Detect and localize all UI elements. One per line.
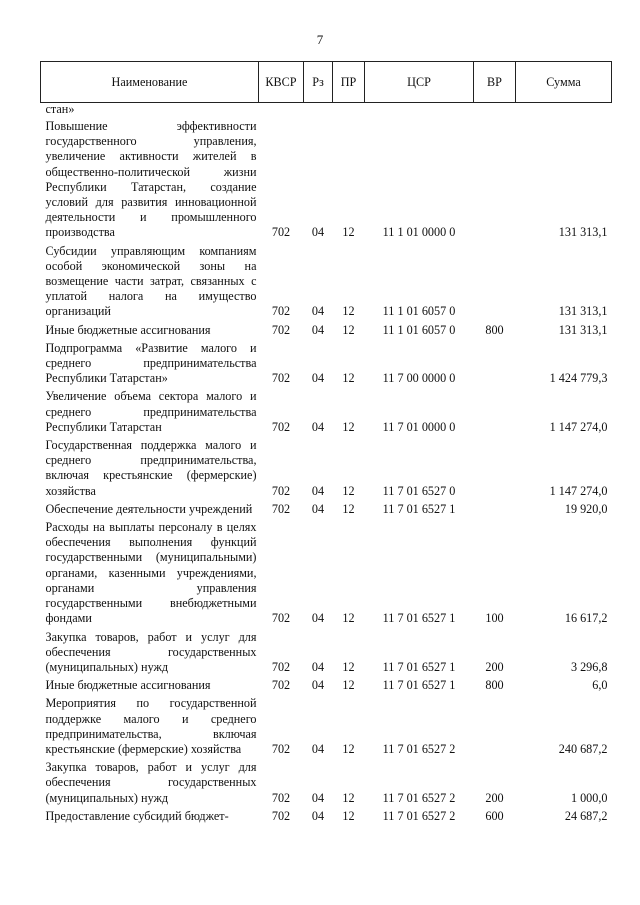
cell-rz: 04 <box>311 790 325 805</box>
cell-kvsr <box>259 103 304 117</box>
cell-name: стан» <box>45 102 75 116</box>
cell-pr: 12 <box>342 304 355 319</box>
cell-pr: 12 <box>342 322 355 337</box>
cell-csr: 11 7 01 6527 2 <box>382 790 456 805</box>
cell-kvsr: 702 <box>271 322 291 337</box>
cell-name: Государственная поддержка малого и среднего предпринимательства, включая крестьянские (фермерские) хозяйства <box>45 438 257 498</box>
table-body <box>41 103 612 824</box>
cell-sum: 1 147 274,0 <box>549 483 608 498</box>
header-kvsr: КВСР <box>259 62 304 103</box>
cell-csr: 11 7 01 6527 1 <box>382 501 456 516</box>
table-row <box>41 241 612 320</box>
cell-csr <box>365 103 474 117</box>
cell-csr: 11 1 01 6057 0 <box>382 322 456 337</box>
header-csr: ЦСР <box>365 62 474 103</box>
table-row <box>41 116 612 241</box>
cell-kvsr: 702 <box>271 419 291 434</box>
table-row <box>41 103 612 117</box>
table-row <box>41 386 612 435</box>
cell-sum: 24 687,2 <box>564 808 608 823</box>
cell-sum: 6,0 <box>592 678 608 693</box>
cell-sum <box>516 103 612 117</box>
cell-pr: 12 <box>342 808 355 823</box>
cell-vr: 800 <box>485 322 504 337</box>
cell-vr <box>474 499 516 517</box>
cell-sum: 131 313,1 <box>558 304 608 319</box>
cell-csr: 11 1 01 6057 0 <box>382 304 456 319</box>
cell-pr: 12 <box>342 678 355 693</box>
cell-name: Иные бюджетные ассигнования <box>45 678 211 693</box>
cell-pr: 12 <box>342 225 355 240</box>
cell-kvsr: 702 <box>271 741 291 756</box>
cell-kvsr: 702 <box>271 483 291 498</box>
cell-csr: 11 7 00 0000 0 <box>382 371 456 386</box>
cell-csr: 11 1 01 0000 0 <box>382 225 456 240</box>
cell-csr: 11 7 01 6527 2 <box>382 808 456 823</box>
cell-vr: 100 <box>485 611 504 626</box>
cell-rz: 04 <box>311 501 325 516</box>
cell-name: Закупка товаров, работ и услуг для обеспечения государственных (муниципальных) нужд <box>45 760 257 805</box>
table-row <box>41 757 612 806</box>
cell-kvsr: 702 <box>271 808 291 823</box>
cell-rz: 04 <box>311 659 325 674</box>
cell-kvsr: 702 <box>271 304 291 319</box>
cell-name: Обеспечение деятельности учреждений <box>45 501 253 516</box>
cell-sum: 1 000,0 <box>570 790 608 805</box>
table-row <box>41 675 612 693</box>
cell-kvsr: 702 <box>271 225 291 240</box>
cell-kvsr: 702 <box>271 611 291 626</box>
cell-kvsr: 702 <box>271 371 291 386</box>
cell-name: Субсидии управляющим компаниям особой экономической зоны на возмещение части затрат, связанных с уплатой налога на имущество организаций <box>45 243 257 319</box>
cell-name: Предоставление субсидий бюджет- <box>45 808 229 823</box>
cell-rz <box>304 103 333 117</box>
cell-vr: 200 <box>485 659 504 674</box>
table-row <box>41 806 612 824</box>
cell-vr <box>474 338 516 387</box>
cell-rz: 04 <box>311 808 325 823</box>
header-pr: ПР <box>333 62 365 103</box>
cell-csr: 11 7 01 6527 2 <box>382 741 456 756</box>
cell-sum: 1 147 274,0 <box>549 419 608 434</box>
cell-vr <box>474 116 516 241</box>
cell-csr: 11 7 01 6527 1 <box>382 659 456 674</box>
budget-table <box>40 61 612 824</box>
cell-rz: 04 <box>311 419 325 434</box>
cell-kvsr: 702 <box>271 659 291 674</box>
cell-pr: 12 <box>342 419 355 434</box>
cell-rz: 04 <box>311 304 325 319</box>
cell-pr: 12 <box>342 611 355 626</box>
table-row <box>41 627 612 676</box>
cell-pr: 12 <box>342 501 355 516</box>
cell-name: Закупка товаров, работ и услуг для обеспечения государственных (муниципальных) нужд <box>45 629 257 674</box>
cell-pr <box>333 103 365 117</box>
cell-rz: 04 <box>311 225 325 240</box>
cell-rz: 04 <box>311 371 325 386</box>
table-row <box>41 499 612 517</box>
cell-rz: 04 <box>311 322 325 337</box>
cell-vr <box>474 693 516 757</box>
cell-csr: 11 7 01 0000 0 <box>382 419 456 434</box>
cell-kvsr: 702 <box>271 790 291 805</box>
cell-sum: 131 313,1 <box>558 322 608 337</box>
header-sum: Сумма <box>516 62 612 103</box>
header-vr: ВР <box>474 62 516 103</box>
table-row <box>41 320 612 338</box>
cell-sum: 16 617,2 <box>564 611 608 626</box>
cell-rz: 04 <box>311 741 325 756</box>
cell-name: Увеличение объема сектора малого и среднего предпринимательства Республики Татарстан <box>45 389 257 434</box>
cell-pr: 12 <box>342 790 355 805</box>
cell-sum: 19 920,0 <box>564 501 608 516</box>
cell-csr: 11 7 01 6527 1 <box>382 678 456 693</box>
cell-sum: 1 424 779,3 <box>549 371 608 386</box>
cell-name: Мероприятия по государственной поддержке малого и среднего предпринимательства, включая крестьянские (фермерские) хозяйства <box>45 696 257 756</box>
cell-csr: 11 7 01 6527 0 <box>382 483 456 498</box>
table-row <box>41 693 612 757</box>
cell-sum: 3 296,8 <box>570 659 608 674</box>
cell-kvsr: 702 <box>271 501 291 516</box>
cell-csr: 11 7 01 6527 1 <box>382 611 456 626</box>
cell-kvsr: 702 <box>271 678 291 693</box>
table-row <box>41 338 612 387</box>
cell-vr <box>474 386 516 435</box>
cell-vr: 200 <box>485 790 504 805</box>
cell-name: Подпрограмма «Развитие малого и среднего предпринимательства Республики Татарстан» <box>45 340 257 386</box>
cell-vr <box>474 103 516 117</box>
cell-rz: 04 <box>311 611 325 626</box>
cell-pr: 12 <box>342 483 355 498</box>
header-rz: Рз <box>304 62 333 103</box>
table-row <box>41 435 612 499</box>
cell-vr: 600 <box>485 808 504 823</box>
cell-name: Расходы на выплаты персоналу в целях обеспечения выполнения функций государственными (муниципальными) органами, казенными учреждениями, органами управления государственными внебюджетными фондами <box>45 520 257 626</box>
cell-vr: 800 <box>485 678 504 693</box>
cell-pr: 12 <box>342 741 355 756</box>
cell-sum: 131 313,1 <box>558 225 608 240</box>
cell-vr <box>474 435 516 499</box>
cell-name: Иные бюджетные ассигнования <box>45 322 211 337</box>
page-number: 7 <box>316 32 324 47</box>
cell-sum: 240 687,2 <box>558 741 608 756</box>
header-name: Наименование <box>41 62 259 103</box>
cell-vr <box>474 241 516 320</box>
cell-pr: 12 <box>342 371 355 386</box>
table-header-row <box>41 62 612 103</box>
cell-rz: 04 <box>311 678 325 693</box>
table-row <box>41 517 612 626</box>
cell-name: Повышение эффективности государственного управления, увеличение активности жителей в общественно-политической жизни Республики Татарстан, создание условий для развития инновационной деятельности и промышленного производства <box>45 119 257 240</box>
cell-rz: 04 <box>311 483 325 498</box>
cell-pr: 12 <box>342 659 355 674</box>
